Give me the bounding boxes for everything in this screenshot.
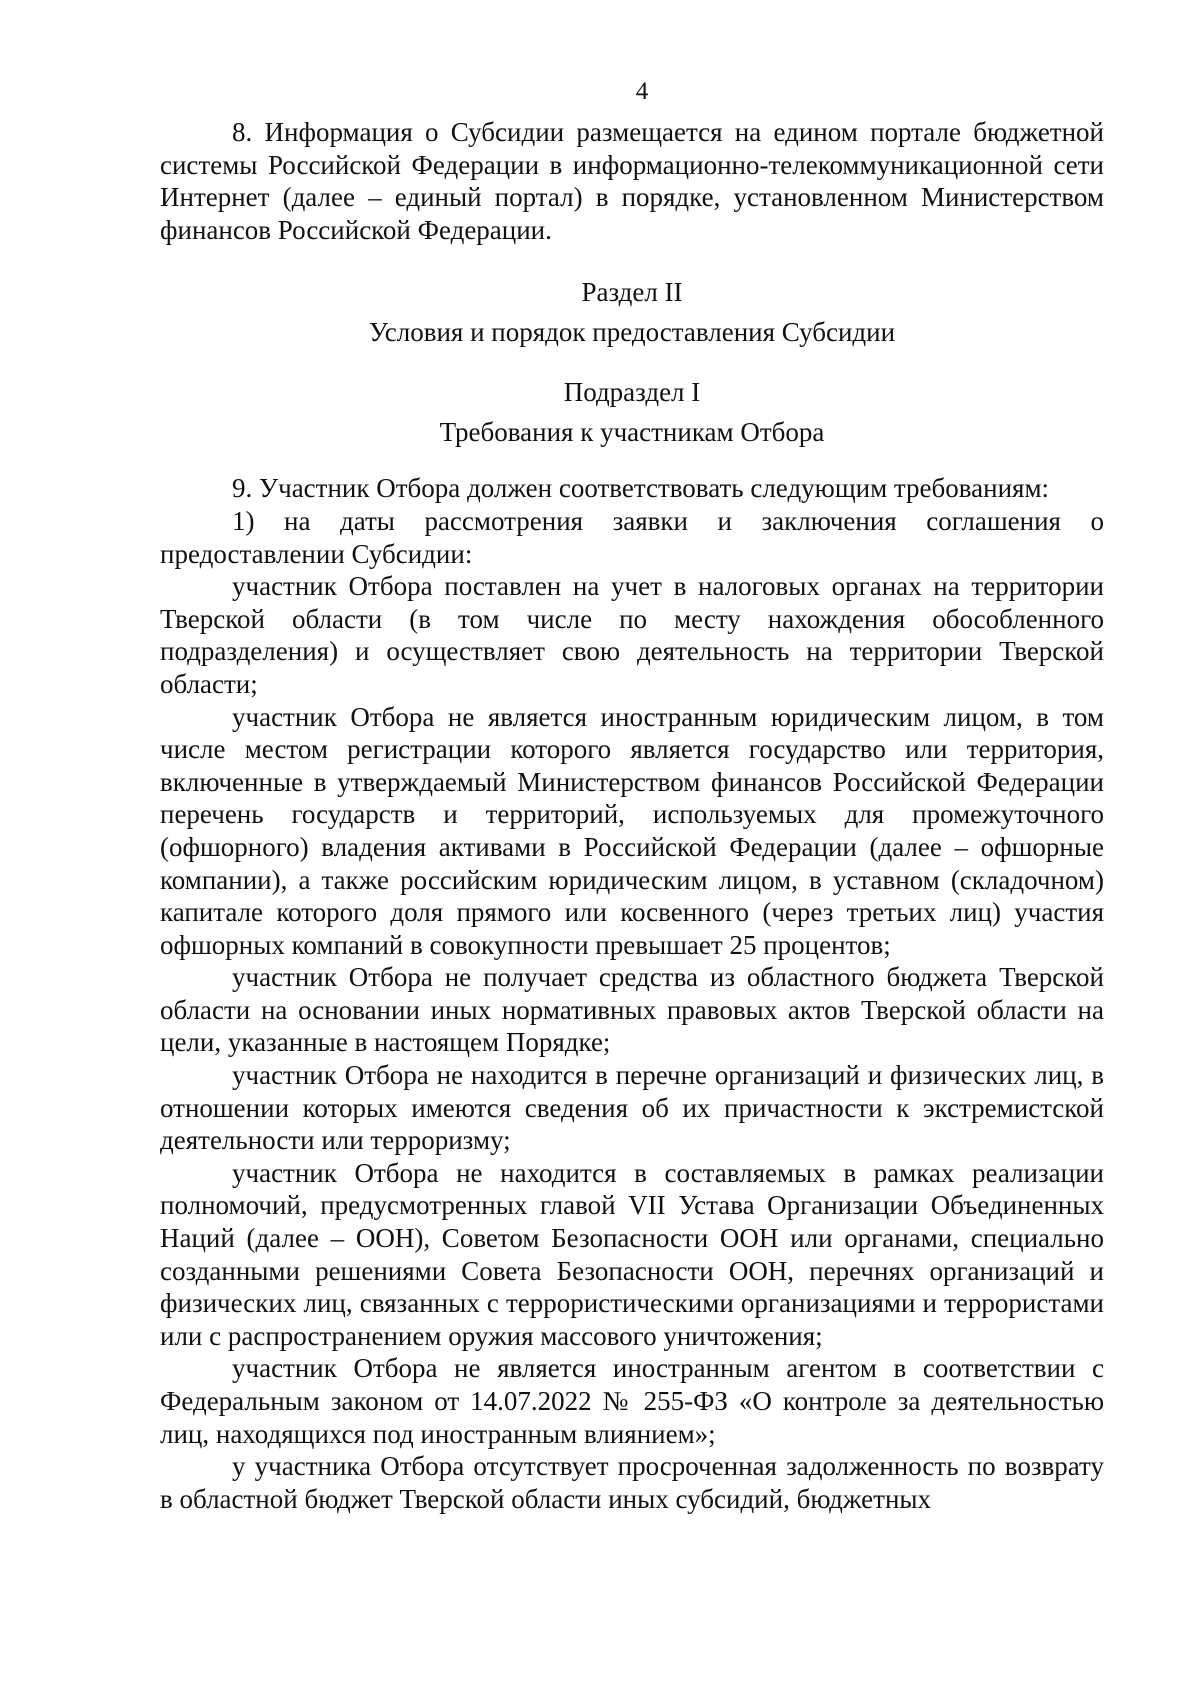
paragraph-item-1: 1) на даты рассмотрения заявки и заключения соглашения о предоставлении Субсидии: [160, 505, 1104, 569]
paragraph-tax-registration: участник Отбора поставлен на учет в налоговых органах на территории Тверской области (в том числе по месту нахождения обособленного подразделения) и осуществляет свою деятельность на территории Тверской области; [160, 571, 1104, 699]
section-title: Условия и порядок предоставления Субсидии [368, 317, 896, 348]
subsection-title: Требования к участникам Отбора [439, 417, 825, 448]
paragraph-overdue-debt: у участника Отбора отсутствует просроченная задолженность по возврату в областной бюджет Тверской области иных субсидий, бюджетных [160, 1451, 1104, 1514]
section-label: Раздел II [581, 277, 683, 308]
paragraph-foreign-agent: участник Отбора не является иностранным агентом в соответствии с Федеральным законом от 14.07.2022 № 255-ФЗ «О контроле за деятельностью лиц, находящихся под иностранным влиянием»; [160, 1353, 1104, 1449]
paragraph-un-lists: участник Отбора не находится в составляемых в рамках реализации полномочий, предусмотренных главой VII Устава Организации Объединенных Наций (далее – ООН), Советом Безопасности ООН или органами, специально созданными решениями Совета Безопасности ООН, перечнях организаций и физических лиц, связанных с террористическими организациями и террористами или с распространением оружия массового уничтожения; [160, 1157, 1104, 1351]
paragraph-budget-funds: участник Отбора не получает средства из областного бюджета Тверской области на основании иных нормативных правовых актов Тверской области на цели, указанные в настоящем Порядке; [160, 962, 1104, 1058]
subsection-label: Подраздел I [563, 377, 701, 408]
spacer [160, 352, 1104, 372]
paragraph-foreign-entity: участник Отбора не является иностранным юридическим лицом, в том числе местом регистрации которого является государство или территория, включенные в утверждаемый Министерством финансов Российской Федерации перечень государств и территорий, используемых для промежуточного (офшорного) владения активами в Российской Федерации (далее – офшорные компании), а также российским юридическим лицом, в уставном (складочном) капитале которого доля прямого или косвенного (через третьих лиц) участия офшорных компаний в совокупности превышает 25 процентов; [160, 701, 1104, 960]
paragraph-requirements-intro: 9. Участник Отбора должен соответствовать следующим требованиям: [232, 473, 1050, 504]
paragraph-extremism-list: участник Отбора не находится в перечне организаций и физических лиц, в отношении которых имеются сведения об их причастности к экстремистской деятельности или терроризму; [160, 1060, 1104, 1156]
spacer [160, 246, 1104, 272]
page-number: 4 [635, 78, 649, 105]
intro-paragraph: 8. Информация о Субсидии размещается на едином портале бюджетной системы Российской Федерации в информационно-телекоммуникационной сети Интернет (далее – единый портал) в порядке, установленном Министерством финансов Российской Федерации. [160, 117, 1104, 245]
spacer [160, 452, 1104, 472]
